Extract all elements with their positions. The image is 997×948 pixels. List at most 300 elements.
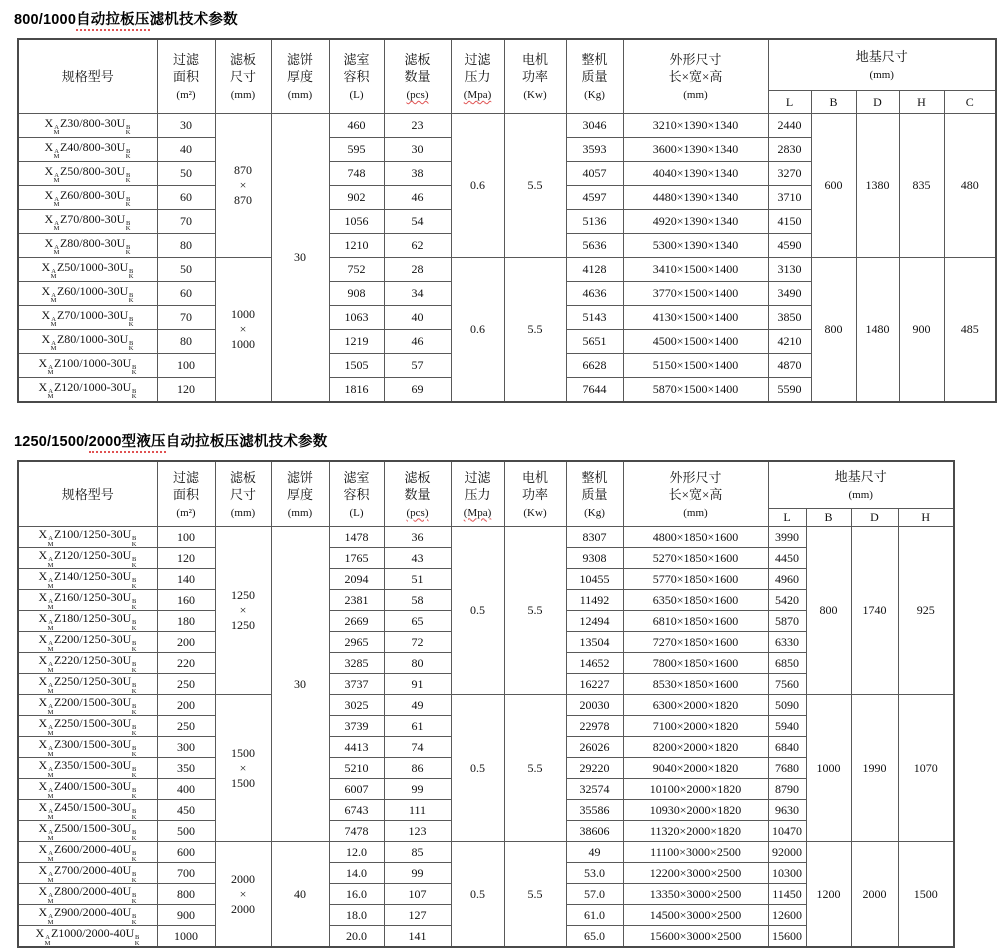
header-line: ×	[239, 603, 247, 617]
model-affix-stack	[132, 683, 137, 694]
header-line: 规格型号	[61, 486, 114, 502]
cell-plate-count: 28	[384, 258, 451, 282]
spec-table-800-1000-body	[18, 114, 996, 403]
header-line: 规格型号	[61, 69, 114, 84]
model-affix-sub: K	[131, 645, 137, 653]
model-affix-sup: B	[125, 123, 131, 131]
cell-area: 700	[157, 863, 215, 884]
cell-weight: 5143	[566, 306, 623, 330]
header-line: 数量	[404, 486, 431, 502]
header-line: 过滤	[464, 469, 491, 485]
cell-area: 70	[157, 306, 215, 330]
cell-cake-thickness: 30	[271, 527, 329, 842]
header-foundation-l: L	[768, 509, 806, 527]
cell-foundation-h: 835	[899, 114, 944, 258]
header-line: ×	[239, 322, 247, 336]
cell-foundation-c: 485	[944, 258, 996, 403]
model-affix-stack	[132, 389, 137, 400]
cell-dimensions: 14500×3000×2500	[623, 905, 768, 926]
model-affix-sub: M	[53, 249, 60, 256]
cell-foundation-l: 5870	[768, 611, 806, 632]
model-affix-stack	[132, 851, 137, 862]
model-affix-sub: M	[47, 792, 54, 800]
cell-weight: 53.0	[566, 863, 623, 884]
model-affix-stack	[48, 725, 54, 736]
model-affix-sup: A	[48, 808, 53, 815]
header-plate-count	[384, 39, 451, 114]
cell-area: 80	[157, 330, 215, 354]
cell-chamber-volume: 16.0	[329, 884, 384, 905]
model-affix-sup: B	[131, 535, 137, 542]
model-affix-sub: K	[131, 897, 137, 905]
table2-title-marked: 2000型液压	[89, 434, 166, 453]
cell-dimensions: 5150×1500×1400	[623, 354, 768, 378]
cell-foundation-l: 3850	[768, 306, 811, 330]
header-line: 地基尺寸	[855, 49, 908, 64]
cell-chamber-volume: 1056	[329, 210, 384, 234]
header-line: 2000	[231, 871, 255, 886]
cell-dimensions: 4500×1500×1400	[623, 330, 768, 354]
cell-weight: 5636	[566, 234, 623, 258]
model-affix-sup: B	[131, 387, 137, 395]
table1-container	[0, 38, 997, 403]
cell-plate-count: 141	[384, 926, 451, 948]
cell-chamber-volume: 14.0	[329, 863, 384, 884]
cell-foundation-l: 92000	[768, 842, 806, 863]
spec-table-1250-1500-2000	[17, 460, 955, 948]
model-affix-sup: A	[48, 387, 53, 395]
cell-foundation-l: 2830	[768, 138, 811, 162]
model-affix-sub: M	[53, 129, 60, 136]
cell-foundation-l: 3490	[768, 282, 811, 306]
model-affix-sub: M	[47, 624, 54, 632]
cell-pressure: 0.5	[451, 695, 504, 842]
model-affix-sub: K	[131, 393, 137, 400]
model-affix-stack	[126, 221, 131, 232]
header-foundation-l: L	[768, 91, 811, 114]
cell-area: 600	[157, 842, 215, 863]
cell-foundation-l: 3130	[768, 258, 811, 282]
cell-dimensions: 5770×1850×1600	[623, 569, 768, 590]
model-affix-stack	[48, 389, 54, 400]
header-plate-count	[384, 461, 451, 527]
header-foundation-d: D	[856, 91, 899, 114]
cell-foundation-l: 3990	[768, 527, 806, 548]
cell-cake-thickness: 30	[271, 114, 329, 403]
header-foundation-d: D	[851, 509, 898, 527]
header-line: (mm)	[848, 489, 873, 501]
spec-table-1250-1500-2000-header	[18, 461, 954, 527]
model-affix-stack	[126, 173, 131, 184]
cell-plate-count: 57	[384, 354, 451, 378]
cell-plate-size	[215, 695, 271, 842]
model-affix-sub: K	[131, 918, 137, 926]
header-line: 整机	[581, 52, 608, 67]
cell-dimensions: 11100×3000×2500	[623, 842, 768, 863]
model-affix-sub: M	[47, 540, 54, 548]
model-affix-sub: M	[47, 750, 54, 758]
cell-model: X A M Z120/1000-30U B K	[18, 378, 157, 403]
cell-weight: 29220	[566, 758, 623, 779]
model-affix-sup: B	[131, 850, 137, 857]
header-line: 地基尺寸	[834, 469, 887, 484]
cell-chamber-volume: 5210	[329, 758, 384, 779]
model-affix-sub: M	[50, 297, 57, 304]
cell-plate-size	[215, 114, 271, 258]
cell-pressure: 0.6	[451, 114, 504, 258]
model-affix-sub: K	[131, 876, 137, 884]
model-affix-sup: A	[48, 619, 53, 626]
cell-foundation-d: 1740	[851, 527, 898, 695]
model-affix-sub: K	[125, 201, 131, 208]
header-foundation-h: H	[899, 91, 944, 114]
header-line: (Mpa)	[463, 89, 492, 101]
cell-area: 450	[157, 800, 215, 821]
cell-chamber-volume: 2965	[329, 632, 384, 653]
model-affix-stack	[132, 872, 137, 883]
cell-chamber-volume: 3025	[329, 695, 384, 716]
header-weight	[566, 39, 623, 114]
cell-model: X A M Z1000/2000-40U B K	[18, 926, 157, 948]
cell-chamber-volume: 3285	[329, 653, 384, 674]
cell-foundation-l: 12600	[768, 905, 806, 926]
model-affix-sup: A	[48, 850, 53, 857]
cell-dimensions: 4480×1390×1340	[623, 186, 768, 210]
cell-foundation-l: 10300	[768, 863, 806, 884]
cell-area: 120	[157, 378, 215, 403]
model-affix-sub: M	[47, 369, 54, 376]
cell-dimensions: 6810×1850×1600	[623, 611, 768, 632]
cell-foundation-h: 925	[898, 527, 954, 695]
cell-foundation-l: 9630	[768, 800, 806, 821]
cell-area: 120	[157, 548, 215, 569]
cell-plate-count: 74	[384, 737, 451, 758]
header-line: 电机	[521, 52, 548, 67]
model-affix-sub: K	[131, 369, 137, 376]
model-affix-sub: M	[47, 813, 54, 821]
model-affix-sup: A	[48, 363, 53, 371]
cell-plate-size	[215, 258, 271, 403]
cell-foundation-b: 600	[811, 114, 856, 258]
table1-title-post: 滤机技术参数	[149, 12, 238, 28]
cell-chamber-volume: 6007	[329, 779, 384, 800]
cell-model: X A M Z70/1000-30U B K	[18, 306, 157, 330]
cell-model: X A M Z30/800-30U B K	[18, 114, 157, 138]
model-affix-sup: A	[48, 871, 53, 878]
header-line: 长×宽×高	[668, 486, 723, 502]
model-affix-sub: K	[131, 666, 137, 674]
cell-foundation-d: 1480	[856, 258, 899, 403]
header-line: 过滤	[172, 52, 199, 67]
model-affix-sub: M	[47, 645, 54, 653]
cell-weight: 16227	[566, 674, 623, 695]
cell-model: X A M Z500/1500-30U B K	[18, 821, 157, 842]
model-affix-stack	[129, 293, 134, 304]
cell-chamber-volume: 752	[329, 258, 384, 282]
model-affix-stack	[132, 788, 137, 799]
model-affix-sub: K	[131, 624, 137, 632]
cell-area: 200	[157, 695, 215, 716]
cell-chamber-volume: 1219	[329, 330, 384, 354]
model-affix-sub: M	[47, 561, 54, 569]
model-affix-stack	[54, 197, 60, 208]
header-line: 面积	[172, 69, 199, 84]
cell-model: X A M Z450/1500-30U B K	[18, 800, 157, 821]
cell-foundation-l: 6840	[768, 737, 806, 758]
model-affix-sup: A	[48, 577, 53, 584]
cell-dimensions: 3770×1500×1400	[623, 282, 768, 306]
model-affix-sub: M	[53, 177, 60, 184]
cell-pressure: 0.5	[451, 527, 504, 695]
header-line: (mm)	[683, 506, 708, 519]
model-affix-stack	[48, 788, 54, 799]
cell-foundation-l: 5420	[768, 590, 806, 611]
model-affix-sub: M	[47, 393, 54, 400]
header-motor-power	[504, 39, 566, 114]
model-affix-sub: K	[134, 939, 140, 947]
header-foundation	[768, 461, 954, 509]
model-affix-sub: M	[47, 918, 54, 926]
header-line: (mm)	[683, 89, 708, 101]
header-line: 870	[234, 163, 252, 177]
cell-model: X A M Z40/800-30U B K	[18, 138, 157, 162]
model-affix-stack	[132, 599, 137, 610]
cell-foundation-l: 15600	[768, 926, 806, 948]
model-affix-sub: M	[50, 321, 57, 328]
cell-foundation-l: 7560	[768, 674, 806, 695]
cell-foundation-c: 480	[944, 114, 996, 258]
model-affix-sub: M	[44, 939, 51, 947]
cell-model: X A M Z70/800-30U B K	[18, 210, 157, 234]
cell-dimensions: 10100×2000×1820	[623, 779, 768, 800]
cell-weight: 61.0	[566, 905, 623, 926]
model-affix-sub: M	[53, 153, 60, 160]
header-line: 滤板	[229, 52, 256, 67]
cell-plate-count: 23	[384, 114, 451, 138]
model-affix-stack	[132, 536, 137, 547]
header-line: 厚度	[286, 486, 313, 502]
header-line: (Kg)	[584, 506, 605, 519]
model-affix-sub: K	[131, 750, 137, 758]
model-affix-stack	[132, 914, 137, 925]
cell-foundation-l: 6850	[768, 653, 806, 674]
cell-foundation-l: 5590	[768, 378, 811, 403]
cell-area: 250	[157, 674, 215, 695]
cell-foundation-l: 8790	[768, 779, 806, 800]
header-line: 外形尺寸	[669, 469, 722, 485]
model-affix-stack	[132, 767, 137, 778]
cell-model: X A M Z800/2000-40U B K	[18, 884, 157, 905]
model-affix-sup: A	[48, 787, 53, 794]
header-line: 容积	[343, 486, 370, 502]
header-line: (m²)	[176, 89, 196, 101]
header-weight	[566, 461, 623, 527]
model-affix-stack	[51, 269, 57, 280]
header-model	[18, 461, 157, 527]
header-line: (L)	[349, 89, 364, 101]
cell-dimensions: 7800×1850×1600	[623, 653, 768, 674]
cell-weight: 32574	[566, 779, 623, 800]
model-affix-sub: K	[128, 297, 134, 304]
cell-area: 60	[157, 186, 215, 210]
cell-dimensions: 5870×1500×1400	[623, 378, 768, 403]
model-affix-stack	[135, 935, 140, 946]
cell-chamber-volume: 2669	[329, 611, 384, 632]
cell-area: 800	[157, 884, 215, 905]
cell-chamber-volume: 20.0	[329, 926, 384, 948]
cell-plate-count: 62	[384, 234, 451, 258]
header-motor-power	[504, 461, 566, 527]
cell-foundation-l: 5940	[768, 716, 806, 737]
model-affix-stack	[48, 662, 54, 673]
header-plate-size	[215, 39, 271, 114]
header-chamber-volume	[329, 39, 384, 114]
cell-dimensions: 12200×3000×2500	[623, 863, 768, 884]
cell-model: X A M Z60/800-30U B K	[18, 186, 157, 210]
cell-model: X A M Z200/1250-30U B K	[18, 632, 157, 653]
model-affix-stack	[48, 641, 54, 652]
cell-model: X A M Z900/2000-40U B K	[18, 905, 157, 926]
header-line: (mm)	[287, 89, 313, 101]
cell-chamber-volume: 748	[329, 162, 384, 186]
model-affix-stack	[132, 893, 137, 904]
cell-area: 50	[157, 258, 215, 282]
cell-weight: 22978	[566, 716, 623, 737]
header-cake-thickness	[271, 461, 329, 527]
cell-area: 80	[157, 234, 215, 258]
model-affix-sup: A	[51, 267, 56, 275]
model-affix-stack	[48, 872, 54, 883]
model-affix-sup: A	[48, 535, 53, 542]
header-line: (m²)	[176, 506, 196, 519]
model-affix-sup: B	[131, 598, 137, 605]
cell-plate-count: 54	[384, 210, 451, 234]
model-affix-sup: B	[125, 243, 131, 251]
cell-plate-count: 38	[384, 162, 451, 186]
cell-chamber-volume: 6743	[329, 800, 384, 821]
model-affix-stack	[132, 365, 137, 376]
table2-title	[14, 430, 997, 451]
model-affix-stack	[54, 173, 60, 184]
cell-chamber-volume: 3737	[329, 674, 384, 695]
cell-foundation-b: 1200	[806, 842, 851, 948]
cell-model: X A M Z180/1250-30U B K	[18, 611, 157, 632]
model-affix-sub: K	[131, 813, 137, 821]
model-affix-sup: A	[48, 724, 53, 731]
model-affix-stack	[48, 620, 54, 631]
cell-weight: 6628	[566, 354, 623, 378]
cell-weight: 11492	[566, 590, 623, 611]
cell-model: X A M Z600/2000-40U B K	[18, 842, 157, 863]
header-line: 厚度	[286, 69, 313, 84]
cell-foundation-l: 3710	[768, 186, 811, 210]
model-affix-sup: B	[131, 577, 137, 584]
header-line: 870	[234, 193, 252, 207]
cell-foundation-l: 11450	[768, 884, 806, 905]
cell-power: 5.5	[504, 842, 566, 948]
header-foundation-b: B	[811, 91, 856, 114]
model-affix-sub: K	[131, 855, 137, 863]
model-affix-sup: A	[48, 598, 53, 605]
header-line: (Kg)	[584, 89, 605, 101]
cell-area: 70	[157, 210, 215, 234]
cell-plate-count: 72	[384, 632, 451, 653]
header-line: 压力	[464, 69, 491, 84]
cell-model: X A M Z50/1000-30U B K	[18, 258, 157, 282]
cell-model: X A M Z220/1250-30U B K	[18, 653, 157, 674]
cell-chamber-volume: 460	[329, 114, 384, 138]
cell-foundation-d: 1380	[856, 114, 899, 258]
cell-foundation-l: 4960	[768, 569, 806, 590]
cell-dimensions: 7270×1850×1600	[623, 632, 768, 653]
model-affix-stack	[48, 365, 54, 376]
cell-dimensions: 10930×2000×1820	[623, 800, 768, 821]
header-line: (L)	[349, 506, 364, 519]
cell-model: X A M Z250/1500-30U B K	[18, 716, 157, 737]
cell-plate-count: 86	[384, 758, 451, 779]
cell-chamber-volume: 1765	[329, 548, 384, 569]
header-plate-size	[215, 461, 271, 527]
model-affix-sup: B	[131, 703, 137, 710]
model-affix-sup: B	[131, 766, 137, 773]
cell-area: 40	[157, 138, 215, 162]
header-line: 质量	[581, 69, 608, 84]
cell-dimensions: 3600×1390×1340	[623, 138, 768, 162]
cell-plate-count: 40	[384, 306, 451, 330]
cell-plate-size	[215, 842, 271, 948]
model-affix-sup: A	[48, 766, 53, 773]
cell-foundation-l: 4210	[768, 330, 811, 354]
cell-chamber-volume: 2094	[329, 569, 384, 590]
cell-chamber-volume: 908	[329, 282, 384, 306]
header-line: (mm)	[230, 89, 256, 101]
cell-model: X A M Z80/800-30U B K	[18, 234, 157, 258]
model-affix-sub: K	[131, 792, 137, 800]
header-dimensions	[623, 461, 768, 527]
header-line: 电机	[521, 469, 548, 485]
cell-plate-count: 65	[384, 611, 451, 632]
header-area	[157, 39, 215, 114]
cell-chamber-volume: 1816	[329, 378, 384, 403]
model-affix-sub: M	[47, 687, 54, 695]
model-affix-sup: B	[131, 682, 137, 689]
header-line: 容积	[343, 69, 370, 84]
cell-dimensions: 8200×2000×1820	[623, 737, 768, 758]
cell-chamber-volume: 1478	[329, 527, 384, 548]
cell-chamber-volume: 1063	[329, 306, 384, 330]
model-affix-sup: B	[131, 640, 137, 647]
header-row	[18, 39, 996, 91]
header-line: (mm)	[869, 69, 894, 81]
cell-model: X A M Z50/800-30U B K	[18, 162, 157, 186]
header-line: 滤板	[404, 52, 431, 67]
model-affix-sub: M	[47, 834, 54, 842]
header-line: (pcs)	[406, 89, 429, 101]
cell-power: 5.5	[504, 527, 566, 695]
model-affix-stack	[126, 197, 131, 208]
spec-table-1250-1500-2000-body	[18, 527, 954, 948]
header-foundation-c: C	[944, 91, 996, 114]
header-line: 长×宽×高	[668, 69, 723, 84]
cell-plate-count: 51	[384, 569, 451, 590]
cell-weight: 7644	[566, 378, 623, 403]
model-affix-sup: A	[48, 703, 53, 710]
header-line: 尺寸	[229, 69, 256, 84]
model-affix-sub: K	[128, 345, 134, 352]
cell-weight: 65.0	[566, 926, 623, 948]
model-affix-sup: B	[131, 661, 137, 668]
header-line: 功率	[521, 69, 548, 84]
